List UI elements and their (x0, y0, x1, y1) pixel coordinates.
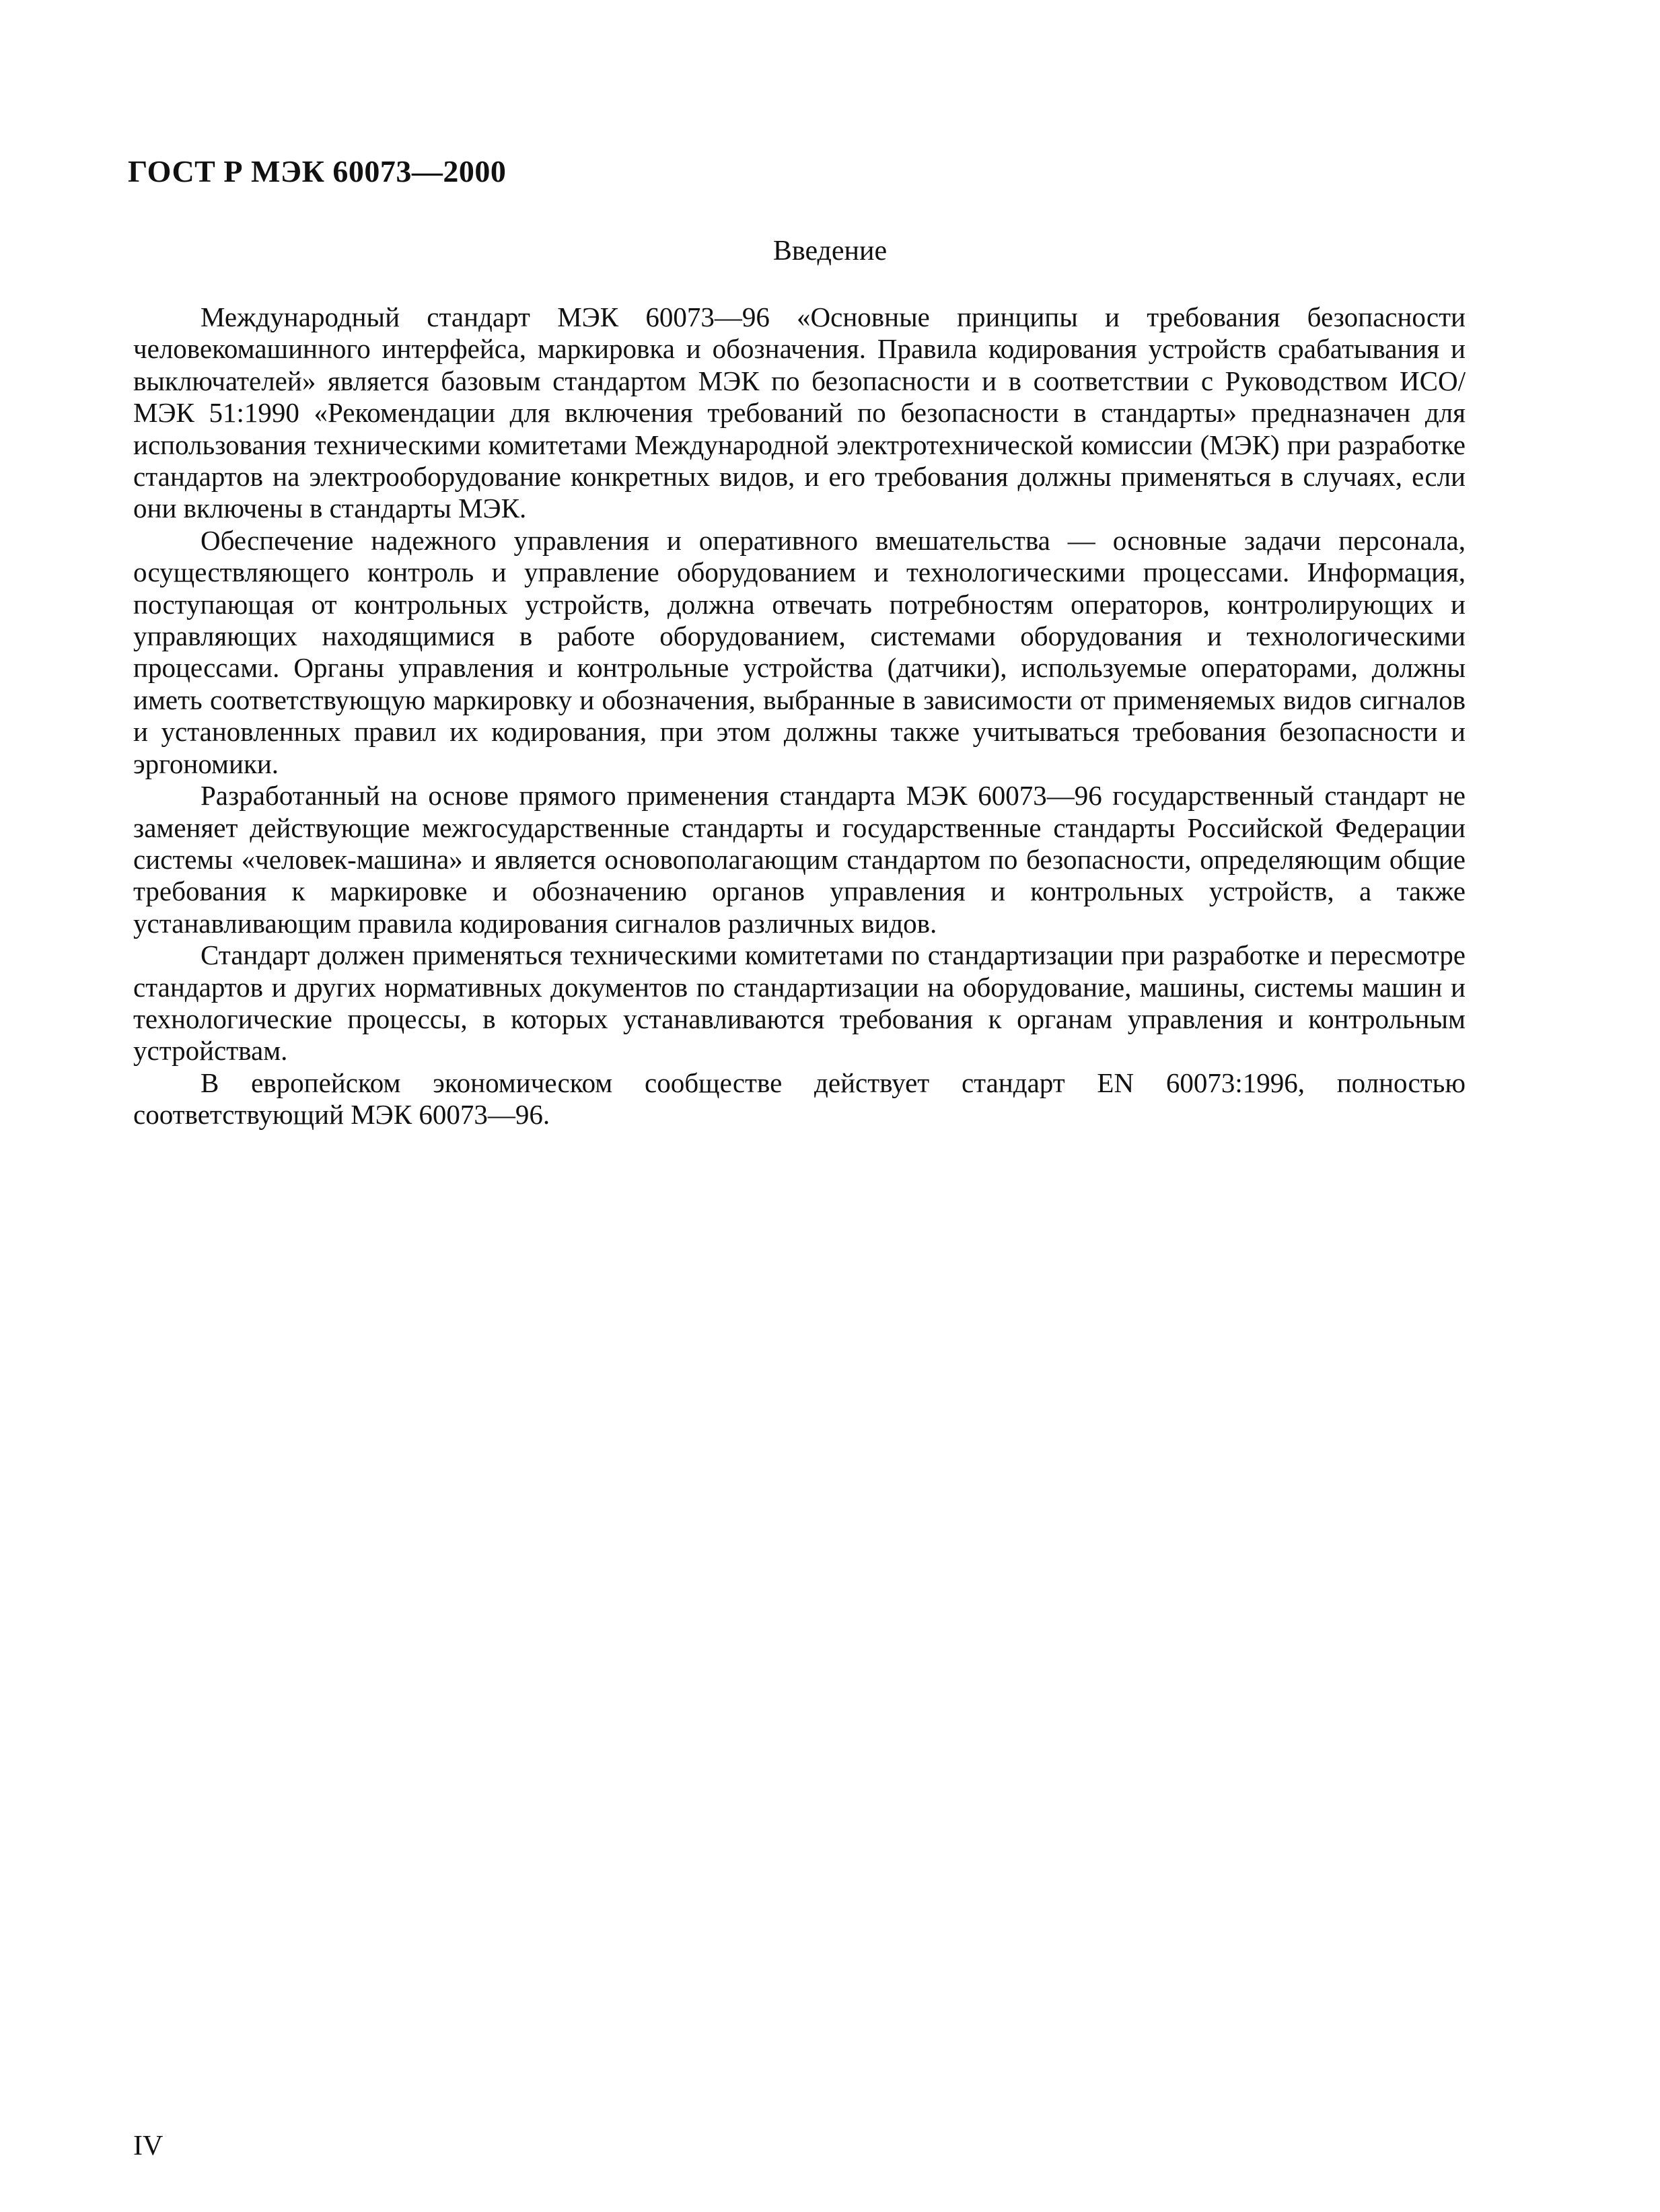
standard-designation: ГОСТ Р МЭК 60073—2000 (128, 154, 507, 188)
paragraph: Международный стандарт МЭК 60073—96 «Основные принципы и требования безопасности человекомашинного интерфейса, маркировка и обозначения. Правила кодирования устройств срабатывания и выключателей» является базовым стандартом МЭК по безопасности и в соответствии с Руководством ИСО/МЭК 51:1990 «Рекомендации для включения требований по безопасности в стандарты» предназначен для использования техническими комитетами Международной электротехнической комиссии (МЭК) при разработке стандартов на электрооборудование конкретных видов, и его требования должны применяться в случаях, если они включены в стандарты МЭК. (133, 301, 1466, 524)
body-text (133, 301, 1466, 1131)
paragraph: Обеспечение надежного управления и оперативного вмешательства — основные задачи персонала, осуществляющего контроль и управление оборудованием и технологическими процессами. Информация, поступающая от контрольных устройств, должна отвечать потребностям операторов, контролирующих и управляющих находящимися в работе оборудованием, системами оборудования и технологическими процессами. Органы управления и контрольные устройства (датчики), используемые операторами, должны иметь соответствующую маркировку и обозначения, выбранные в зависимости от применяемых видов сигналов и установленных правил их кодирования, при этом должны также учитываться требования безопасности и эргономики. (133, 524, 1466, 779)
paragraph: Стандарт должен применяться техническими комитетами по стандартизации при разработке и пересмотре стандартов и других нормативных документов по стандартизации на оборудование, машины, системы машин и технологические процессы, в которых устанавливаются требования к органам управления и контрольным устройствам. (133, 939, 1466, 1067)
section-title: Введение (772, 236, 888, 266)
page-number: IV (133, 2131, 164, 2162)
paragraph: Разработанный на основе прямого применения стандарта МЭК 60073—96 государственный стандарт не заменяет действующие межгосударственные стандарты и государственные стандарты Российской Федерации системы «человек-машина» и является основополагающим стандартом по безопасности, определяющим общие требования к маркировке и обозначению органов управления и контрольных устройств, а также устанавливающим правила кодирования сигналов различных видов. (133, 780, 1466, 939)
paragraph: В европейском экономическом сообществе действует стандарт EN 60073:1996, полностью соответствующий МЭК 60073—96. (133, 1067, 1466, 1131)
